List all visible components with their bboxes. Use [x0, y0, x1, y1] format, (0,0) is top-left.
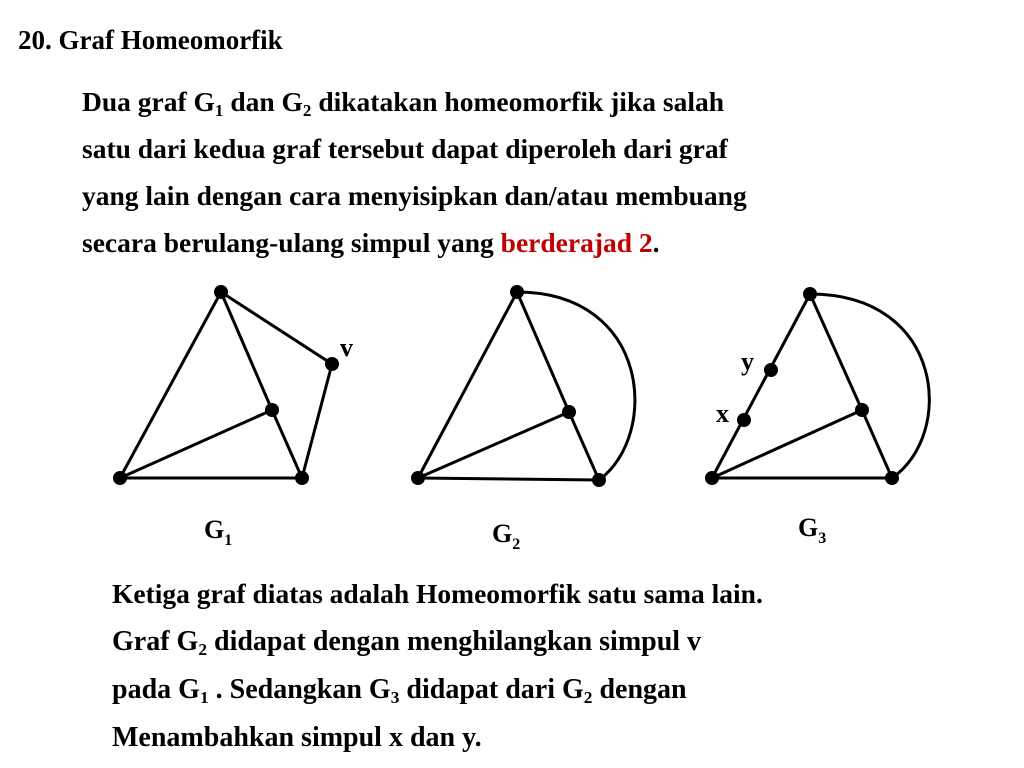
- graph-g3: [705, 287, 929, 547]
- definition-line-2: satu dari kedua graf tersebut dapat diperoleh dari graf: [82, 133, 728, 164]
- explanation-line-4: Menambahkan simpul x dan y.: [112, 722, 482, 753]
- explanation-paragraph: [112, 570, 1012, 762]
- vertex-v: [325, 357, 339, 371]
- graph-label-g1: $G_1$: [204, 515, 233, 549]
- graph-label-g3: $G_3$: [798, 513, 827, 547]
- graphs-figure: [0, 260, 1024, 560]
- definition-line-4: secara berulang-ulang simpul yang berderajad 2.: [82, 227, 660, 258]
- definition-line-3: yang lain dengan cara menyisipkan dan/atau membuang: [82, 180, 747, 211]
- graph-g1: [113, 285, 353, 549]
- graph-g2: [411, 285, 635, 553]
- vertex-label-y: y: [741, 347, 754, 376]
- slide-title: 20. Graf Homeomorfik: [18, 25, 283, 55]
- explanation-line-1: Ketiga graf diatas adalah Homeomorfik satu sama lain.: [112, 578, 763, 609]
- vertex-y: [764, 363, 778, 377]
- explanation-line-2: Graf $G_2$ didapat dengan menghilangkan simpul v: [112, 626, 702, 659]
- definition-line-1: Dua graf $G_1$ dan $G_2$ dikatakan homeomorfik jika salah: [82, 86, 725, 120]
- explanation-line-3: pada $G_1$ . Sedangkan $G_3$ didapat dari $G_2$ dengan: [112, 674, 687, 707]
- vertex-x: [737, 413, 751, 427]
- highlight-degree-2: berderajad 2: [500, 227, 653, 258]
- vertex-label-x: x: [716, 399, 729, 428]
- vertex-label-v: v: [340, 333, 353, 362]
- graph-label-g2: $G_2$: [492, 519, 521, 553]
- definition-paragraph: [82, 78, 1012, 266]
